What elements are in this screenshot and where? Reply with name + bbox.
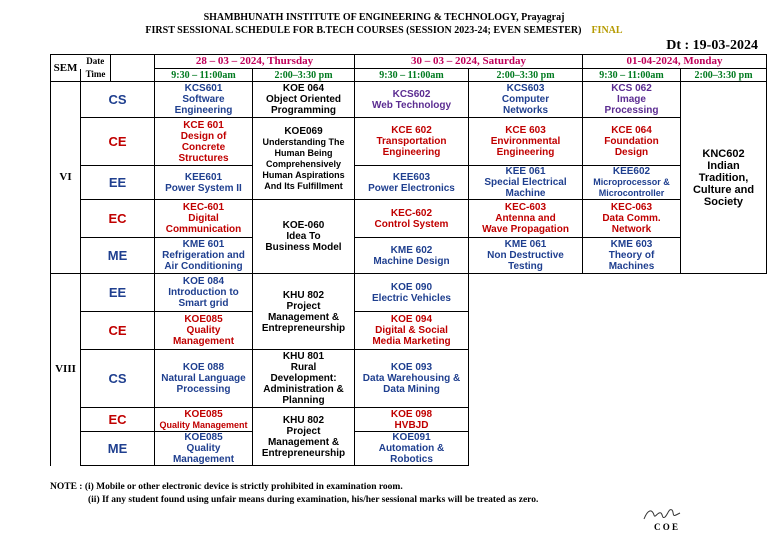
- course-code: KEE 061: [505, 166, 546, 177]
- exam-cell: [155, 166, 253, 200]
- course-title: Human Being: [274, 147, 333, 158]
- sem-viii: VIII: [51, 274, 81, 466]
- schedule-title: [0, 25, 768, 36]
- course-title: Microcontroller: [598, 188, 665, 198]
- course-title: Air Conditioning: [164, 261, 243, 272]
- course-code: KCS603: [506, 83, 545, 94]
- course-code: KOE 088: [182, 362, 225, 373]
- course-code: KOE-060: [282, 220, 325, 231]
- course-title: Special Electrical: [484, 177, 567, 188]
- course-title: Idea To: [286, 231, 321, 242]
- exam-cell: [469, 166, 583, 200]
- course-code: KHU 802: [282, 414, 325, 426]
- course-code: KME 602: [390, 244, 433, 256]
- course-title: Concrete: [181, 141, 226, 153]
- course-title: Engineering: [496, 147, 555, 158]
- branch-ce: CE: [81, 118, 155, 166]
- exam-cell-koe060: [253, 200, 355, 274]
- branch-me: ME: [81, 238, 155, 274]
- course-title: HVBJD: [394, 419, 429, 431]
- course-code: KEC-602: [390, 207, 433, 219]
- course-code: KOE085: [184, 432, 223, 443]
- coe-label: C O E: [654, 522, 679, 532]
- course-title: Refrigeration and: [162, 250, 245, 261]
- course-title: Introduction to: [168, 287, 239, 298]
- course-title: Data Comm.: [602, 213, 661, 224]
- exam-cell: [355, 82, 469, 118]
- course-code: KCE 603: [505, 125, 546, 136]
- spacer: [111, 55, 155, 69]
- course-title: Robotics: [390, 454, 433, 465]
- course-code: KCS601: [184, 83, 223, 94]
- exam-cell: [155, 238, 253, 274]
- course-title: Environmental: [490, 136, 561, 147]
- course-title: Entrepreneurship: [261, 322, 346, 334]
- course-title: Media Marketing: [372, 336, 451, 347]
- time-slot: 2:00–3:30 pm: [469, 69, 583, 82]
- course-title: Indian: [707, 159, 740, 172]
- course-code: KHU 802: [282, 289, 325, 301]
- course-title: Management &: [267, 311, 340, 323]
- exam-cell: [469, 82, 583, 118]
- date-thursday: 28 – 03 – 2024, Thursday: [155, 55, 355, 69]
- course-code: KCS 062: [611, 83, 652, 94]
- exam-cell: [355, 312, 469, 350]
- course-code: KEC-601: [182, 202, 225, 213]
- course-title: Data Warehousing &: [362, 373, 461, 384]
- course-title: Design: [614, 147, 649, 158]
- course-title: Network: [611, 224, 652, 235]
- time-label: Time: [81, 69, 111, 82]
- course-title: Project: [286, 300, 321, 312]
- course-title: Comprehensively: [265, 158, 342, 169]
- course-title: Electric Vehicles: [372, 292, 451, 304]
- branch-cs-viii: CS: [81, 350, 155, 408]
- course-title: Project: [286, 425, 321, 437]
- course-title: Engineering: [382, 147, 441, 158]
- exam-cell: [155, 312, 253, 350]
- course-title: Development:: [270, 373, 337, 384]
- spacer: [111, 69, 155, 82]
- signature-mark: [642, 505, 682, 523]
- course-title: Testing: [508, 261, 543, 272]
- course-title: Entrepreneurship: [261, 447, 346, 459]
- course-code: KOE069: [284, 125, 323, 137]
- course-title: Programming: [270, 105, 336, 116]
- course-code: KNC602: [702, 147, 745, 160]
- exam-cell: [469, 238, 583, 274]
- exam-cell: [355, 432, 469, 466]
- course-title: Structures: [178, 152, 229, 164]
- exam-cell: [583, 118, 681, 166]
- course-title: Planning: [282, 395, 325, 406]
- exam-cell-khu802-b: [253, 408, 355, 466]
- exam-cell: [583, 166, 681, 200]
- final-badge: FINAL: [591, 25, 623, 36]
- institute-name: SHAMBHUNATH INSTITUTE OF ENGINEERING & TECHNOLOGY, Prayagraj: [203, 12, 565, 23]
- schedule-title-text: FIRST SESSIONAL SCHEDULE FOR B.TECH COURSES (SESSION 2023-24; EVEN SEMESTER): [145, 25, 582, 36]
- date-label: Date: [81, 55, 111, 69]
- course-title: Management: [172, 454, 235, 465]
- course-title: Processing: [176, 384, 231, 395]
- course-title: Business Model: [265, 242, 342, 253]
- course-code: KOE 084: [182, 276, 225, 287]
- course-title: Automation &: [378, 443, 445, 454]
- exam-cell: [253, 82, 355, 118]
- exam-cell: [355, 238, 469, 274]
- course-code: KEE602: [612, 166, 651, 177]
- sem-vi: VI: [51, 82, 81, 274]
- course-title: Understanding The: [262, 136, 345, 147]
- branch-me-viii: ME: [81, 432, 155, 466]
- exam-cell: [355, 408, 469, 432]
- exam-cell: [355, 166, 469, 200]
- exam-cell: [583, 82, 681, 118]
- course-code: KCS602: [392, 88, 431, 100]
- course-title: Networks: [502, 105, 548, 116]
- course-code: KOE 090: [390, 281, 433, 293]
- sem-header: SEM: [51, 55, 81, 82]
- course-code: KOE 094: [390, 314, 433, 325]
- course-title: Machine: [505, 188, 546, 199]
- branch-ec: EC: [81, 200, 155, 238]
- course-code: KME 061: [504, 239, 547, 250]
- course-code: KCE 064: [611, 125, 652, 136]
- exam-cell-khu802: [253, 274, 355, 350]
- course-title: And Its Fulfillment: [264, 180, 343, 191]
- branch-ee: EE: [81, 166, 155, 200]
- exam-cell: [469, 200, 583, 238]
- course-title: Processing: [604, 105, 659, 116]
- course-title: Smart grid: [178, 298, 229, 309]
- exam-cell: [155, 118, 253, 166]
- exam-cell: [155, 200, 253, 238]
- course-title: Management &: [267, 436, 340, 448]
- exam-cell: [469, 118, 583, 166]
- course-code: KHU 801: [282, 351, 325, 362]
- course-title: Digital: [188, 213, 219, 224]
- course-code: KCE 601: [183, 119, 224, 131]
- course-code: KME 603: [610, 239, 653, 250]
- course-title: Machine Design: [373, 255, 450, 267]
- branch-cs: CS: [81, 82, 155, 118]
- course-title: Quality: [186, 325, 221, 336]
- course-title: Microprocessor &: [593, 177, 670, 187]
- course-title: Object Oriented: [265, 94, 341, 105]
- course-title: Wave Propagation: [482, 224, 569, 235]
- exam-cell: [155, 82, 253, 118]
- course-title: Transportation: [376, 136, 447, 147]
- course-code: KOE 064: [282, 83, 325, 94]
- time-slot: 2:00–3:30 pm: [681, 69, 767, 82]
- course-code: KOE091: [392, 432, 431, 443]
- time-slot: 2:00–3:30 pm: [253, 69, 355, 82]
- exam-cell: [253, 350, 355, 408]
- course-title: Theory of: [608, 250, 655, 261]
- schedule-table: [50, 54, 767, 466]
- course-title: Web Technology: [371, 99, 452, 111]
- date-saturday: 30 – 03 – 2024, Saturday: [355, 55, 583, 69]
- course-title: Management: [172, 336, 235, 347]
- time-slot: 9:30 – 11:00am: [355, 69, 469, 82]
- course-title: Software: [182, 94, 225, 105]
- document-date: Dt : 19-03-2024: [666, 38, 758, 53]
- course-code: KOE 098: [390, 408, 433, 420]
- time-slot: 9:30 – 11:00am: [155, 69, 253, 82]
- exam-cell: [155, 274, 253, 312]
- exam-cell: [355, 350, 469, 408]
- course-title: Non Destructive: [487, 250, 564, 261]
- course-code: KCE 602: [391, 125, 432, 136]
- course-title: Power System II: [165, 182, 242, 194]
- course-title: Machines: [608, 261, 655, 272]
- exam-cell-knc602: [681, 82, 767, 274]
- course-title: Engineering: [174, 105, 233, 116]
- course-code: KEE601: [184, 171, 223, 183]
- course-title: Society: [703, 195, 744, 208]
- branch-ce-viii: CE: [81, 312, 155, 350]
- exam-cell: [583, 238, 681, 274]
- course-code: KEE603: [392, 171, 431, 183]
- course-title: Natural Language: [161, 373, 246, 384]
- date-monday: 01-04-2024, Monday: [583, 55, 767, 69]
- course-title: Culture and: [692, 183, 755, 196]
- course-title: Human Aspirations: [262, 169, 345, 180]
- exam-cell: [155, 408, 253, 432]
- course-code: KOE 093: [390, 362, 433, 373]
- branch-ee-viii: EE: [81, 274, 155, 312]
- course-title: Rural: [290, 362, 317, 373]
- course-code: KEC-063: [610, 202, 653, 213]
- course-title: Antenna and: [495, 213, 556, 224]
- note-unfair-means: (ii) If any student found using unfair means during examination, his/her sessional marks will be treated as zero.: [88, 495, 539, 505]
- exam-cell: [355, 118, 469, 166]
- course-title: Quality Management: [159, 419, 248, 430]
- course-title: Control System: [374, 218, 449, 230]
- time-slot: 9:30 – 11:00am: [583, 69, 681, 82]
- course-title: Quality: [186, 443, 221, 454]
- course-title: Digital & Social: [375, 325, 448, 336]
- course-title: Design of: [180, 130, 227, 142]
- exam-cell-koe069: [253, 118, 355, 200]
- course-code: KEC-603: [504, 202, 547, 213]
- branch-ec-viii: EC: [81, 408, 155, 432]
- note-mobile: NOTE : (i) Mobile or other electronic device is strictly prohibited in examination room.: [50, 482, 403, 492]
- course-code: KOE085: [184, 408, 223, 420]
- course-title: Tradition,: [698, 171, 749, 184]
- exam-cell: [583, 200, 681, 238]
- course-code: KME 601: [182, 239, 225, 250]
- course-title: Communication: [165, 224, 242, 235]
- blank-area: [469, 274, 767, 466]
- course-title: Power Electronics: [368, 182, 455, 194]
- course-code: KOE085: [184, 314, 223, 325]
- exam-cell: [355, 200, 469, 238]
- course-title: Computer: [501, 94, 550, 105]
- course-title: Data Mining: [383, 384, 440, 395]
- course-title: Image: [617, 94, 646, 105]
- exam-cell: [355, 274, 469, 312]
- course-title: Foundation: [604, 136, 659, 147]
- exam-cell: [155, 432, 253, 466]
- exam-cell: [155, 350, 253, 408]
- course-title: Administration &: [263, 384, 344, 395]
